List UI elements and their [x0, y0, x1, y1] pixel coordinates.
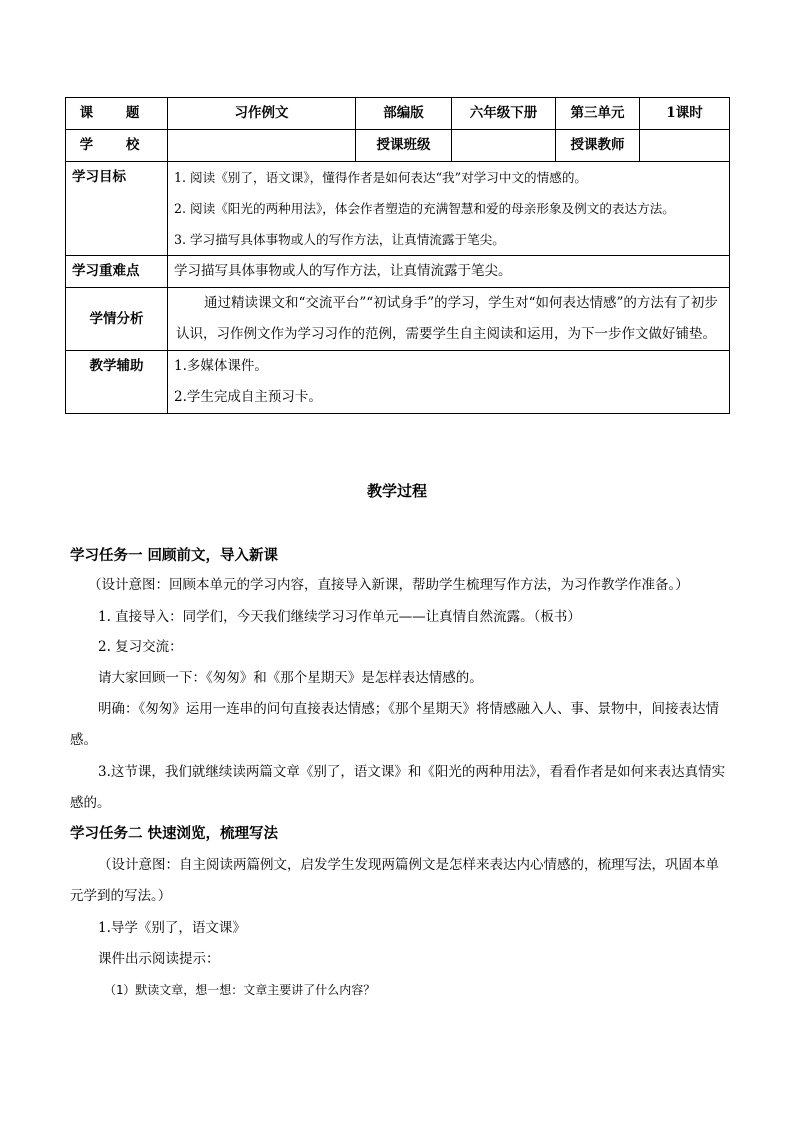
task1-step3: 3.这节课，我们就继续读两篇文章《别了，语文课》和《阳光的两种用法》，看看作者是如何来表达真情实感的。: [70, 764, 726, 811]
unit-cell: 第三单元: [556, 98, 640, 130]
task2-heading: 学习任务二 快速浏览，梳理写法: [70, 825, 279, 842]
teacher-label: 授课教师: [556, 130, 640, 162]
goals-cell: [168, 162, 730, 256]
goals-label: 学习目标: [66, 162, 168, 256]
edition-cell: 部编版: [356, 98, 452, 130]
task1-clarify: 明确：《匆匆》运用一连串的问句直接表达情感；《那个星期天》将情感融入人、事、景物中，间接表达情感。: [70, 701, 719, 748]
aid-item: 2.学生完成自主预习卡。: [174, 389, 322, 405]
key-points-label: 学习重难点: [66, 256, 168, 288]
class-label: 授课班级: [356, 130, 452, 162]
goal-item: 1. 阅读《别了，语文课》，懂得作者是如何表达“我”对学习中文的情感的。: [174, 170, 588, 185]
key-points-text: 学习描写具体事物或人的写作方法，让真情流露于笔尖。: [168, 256, 730, 288]
lesson-info-table: [65, 97, 730, 414]
task2-question: （1）默读文章，想一想：文章主要讲了什么内容？: [104, 983, 376, 997]
task2-prompt: 课件出示阅读提示：: [98, 951, 220, 967]
school-label: 学 校: [66, 130, 168, 162]
table-row: [66, 98, 730, 130]
class-value: [452, 130, 556, 162]
aid-item: 1.多媒体课件。: [174, 358, 268, 374]
task2-guide: 1.导学《别了，语文课》: [98, 920, 246, 936]
table-row: [66, 130, 730, 162]
grade-cell: 六年级下册: [452, 98, 556, 130]
task1-recall: 请大家回顾一下：《匆匆》和《那个星期天》是怎样表达情感的。: [98, 670, 483, 686]
analysis-text: 通过精读课文和“交流平台”“初试身手”的学习，学生对“如何表达情感”的方法有了初步认识，习作例文作为学习习作的范例，需要学生自主阅读和运用，为下一步作文做好铺垫。: [168, 288, 730, 351]
aids-label: 教学辅助: [66, 351, 168, 414]
task1-intent: （设计意图：回顾本单元的学习内容，直接导入新课，帮助学生梳理写作方法，为习作教学作准备。）: [88, 577, 689, 593]
topic-label: 课 题: [66, 98, 168, 130]
process-title: 教学过程: [366, 482, 427, 500]
goal-item: 3. 学习描写具体事物或人的写作方法，让真情流露于笔尖。: [174, 232, 505, 247]
task1-heading: 学习任务一 回顾前文，导入新课: [70, 547, 279, 564]
table-row: [66, 162, 730, 256]
analysis-label: 学情分析: [66, 288, 168, 351]
table-row: [66, 351, 730, 414]
task2-intent: （设计意图：自主阅读两篇例文，启发学生发现两篇例文是怎样来表达内心情感的，梳理写法，巩固本单元学到的写法。）: [70, 857, 719, 904]
topic-title: 习作例文: [168, 98, 356, 130]
task1-step1: 1. 直接导入：同学们，今天我们继续学习习作单元——让真情自然流露。（板书）: [98, 609, 581, 625]
table-row: [66, 288, 730, 351]
teacher-value: [640, 130, 730, 162]
goal-item: 2. 阅读《阳光的两种用法》，体会作者塑造的充满智慧和爱的母亲形象及例文的表达方法。: [174, 201, 675, 216]
aids-cell: [168, 351, 730, 414]
table-row: [66, 256, 730, 288]
school-value: [168, 130, 356, 162]
hours-cell: 1课时: [640, 98, 730, 130]
task1-step2: 2. 复习交流：: [98, 639, 183, 655]
